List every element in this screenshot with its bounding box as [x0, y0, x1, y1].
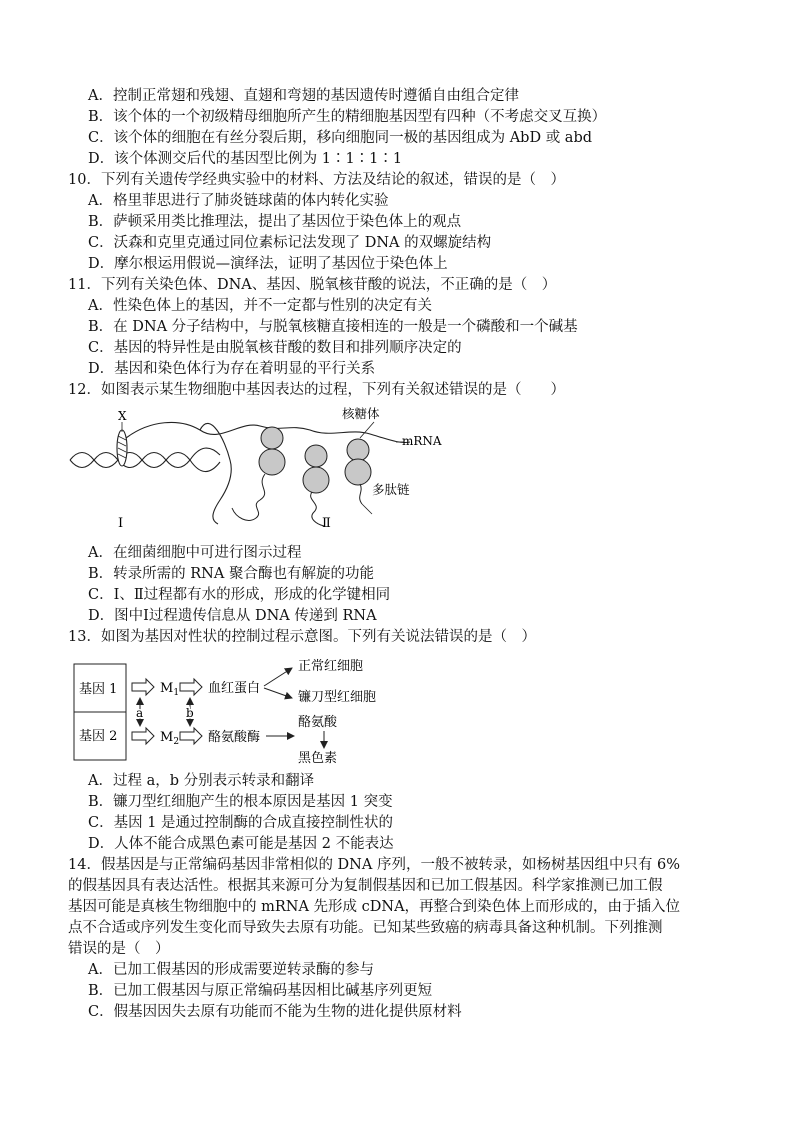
- q14-stem-line-4: 点不合适或序列发生变化而导致失去原有功能。已知某些致癌的病毒具备这种机制。下列推测: [68, 920, 663, 936]
- q13-option-d: D．人体不能合成黑色素可能是基因 2 不能表达: [88, 836, 394, 852]
- label-tyrosinase: 酪氨酸酶: [208, 730, 261, 745]
- label-process-i: Ⅰ: [118, 516, 124, 531]
- label-gene-1: 基因 1: [79, 682, 118, 697]
- q10-option-c: C．沃森和克里克通过同位素标记法发现了 DNA 的双螺旋结构: [88, 235, 492, 251]
- q11-option-d: D．基因和染色体行为存在着明显的平行关系: [88, 361, 376, 377]
- label-sickle-rbc: 镰刀型红细胞: [298, 690, 377, 705]
- ribosome-group: [259, 427, 371, 493]
- q11-option-a: A．性染色体上的基因，并不一定都与性别的决定有关: [88, 298, 432, 314]
- q9-option-a: A．控制正常翅和残翅、直翅和弯翅的基因遗传时遵循自由组合定律: [88, 88, 519, 104]
- q12-option-a: A．在细菌细胞中可进行图示过程: [88, 545, 302, 561]
- q14-option-a: A．已加工假基因的形成需要逆转录酶的参与: [88, 962, 374, 978]
- q12-stem: 12．如图表示某生物细胞中基因表达的过程，下列有关叙述错误的是（ ）: [68, 382, 565, 398]
- q10-option-b: B．萨顿采用类比推理法，提出了基因位于染色体上的观点: [88, 214, 462, 230]
- q9-option-d: D．该个体测交后代的基因型比例为 1∶1∶1∶1: [88, 151, 403, 167]
- polypeptide-chains: [232, 474, 362, 526]
- gene-expression-figure: [60, 400, 480, 540]
- q13-stem: 13．如图为基因对性状的控制过程示意图。下列有关说法错误的是（ ）: [68, 629, 536, 645]
- label-hemoglobin: 血红蛋白: [208, 681, 261, 696]
- gene-trait-control-figure: [70, 652, 420, 770]
- q11-stem: 11．下列有关染色体、DNA、基因、脱氧核苷酸的说法，不正确的是（ ）: [68, 277, 557, 293]
- label-x: X: [118, 409, 127, 423]
- label-melanin: 黑色素: [298, 751, 338, 766]
- q10-option-a: A．格里菲思进行了肺炎链球菌的体内转化实验: [88, 193, 389, 209]
- q10-stem: 10．下列有关遗传学经典实验中的材料、方法及结论的叙述，错误的是（ ）: [68, 172, 565, 188]
- label-mrna: mRNA: [402, 434, 442, 448]
- q13-option-c: C．基因 1 是通过控制酶的合成直接控制性状的: [88, 815, 394, 831]
- label-ribosome: 核糖体: [342, 406, 380, 421]
- q12-option-d: D．图中Ⅰ过程遗传信息从 DNA 传递到 RNA: [88, 608, 377, 624]
- dna-helix: [70, 448, 220, 471]
- q11-option-c: C．基因的特异性是由脱氧核苷酸的数目和排列顺序决定的: [88, 340, 462, 356]
- q13-option-a: A．过程 a，b 分别表示转录和翻译: [88, 773, 315, 789]
- label-a: a: [136, 706, 144, 720]
- q14-stem-line-3: 基因可能是真核生物细胞中的 mRNA 先形成 cDNA，再整合到染色体上而形成的，由于插入位: [68, 899, 681, 915]
- q14-stem-line-2: 的假基因具有表达活性。根据其来源可分为复制假基因和已加工假基因。科学家推测已加工假: [68, 878, 663, 894]
- q9-option-c: C．该个体的细胞在有丝分裂后期，移向细胞同一极的基因组成为 AbD 或 abd: [88, 130, 593, 146]
- q10-option-d: D．摩尔根运用假说—演绎法，证明了基因位于染色体上: [88, 256, 448, 272]
- q11-option-b: B．在 DNA 分子结构中，与脱氧核糖直接相连的一般是一个磷酸和一个碱基: [88, 319, 578, 335]
- q9-option-b: B．该个体的一个初级精母细胞所产生的精细胞基因型有四种（不考虑交叉互换）: [88, 109, 607, 125]
- q12-option-b: B．转录所需的 RNA 聚合酶也有解旋的功能: [88, 566, 374, 582]
- label-m1: $M_1$: [160, 681, 180, 698]
- q14-stem-line-1: 14．假基因是与正常编码基因非常相似的 DNA 序列，一般不被转录，如杨树基因组中只有 6%: [68, 857, 681, 873]
- q14-stem-line-5: 错误的是（ ）: [68, 941, 170, 957]
- label-process-ii: Ⅱ: [322, 516, 331, 531]
- label-b: b: [186, 706, 194, 720]
- label-gene-2: 基因 2: [79, 729, 118, 744]
- q13-option-b: B．镰刀型红细胞产生的根本原因是基因 1 突变: [88, 794, 393, 810]
- label-tyrosine: 酪氨酸: [298, 715, 338, 730]
- label-normal-rbc: 正常红细胞: [298, 659, 364, 674]
- q14-option-c: C．假基因因失去原有功能而不能为生物的进化提供原材料: [88, 1004, 462, 1020]
- label-m2: $M_2$: [160, 730, 180, 747]
- q14-option-b: B．已加工假基因与原正常编码基因相比碱基序列更短: [88, 983, 433, 999]
- q12-option-c: C．Ⅰ、Ⅱ过程都有水的形成，形成的化学键相同: [88, 587, 391, 603]
- label-polypeptide: 多肽链: [372, 482, 410, 497]
